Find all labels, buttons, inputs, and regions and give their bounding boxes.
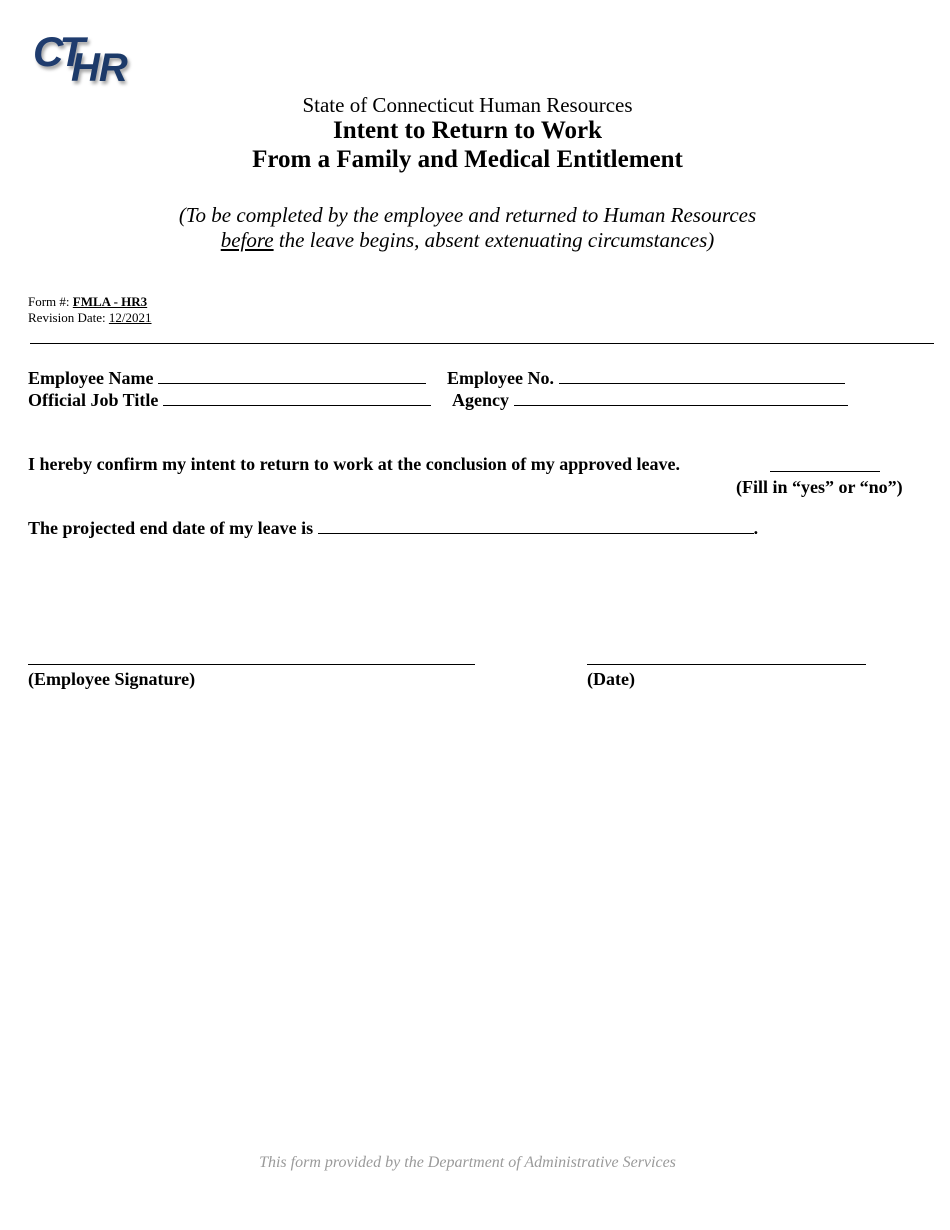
instructions-line-2 <box>0 228 935 253</box>
employee-name-label: Employee Name <box>28 368 154 388</box>
confirm-hint: (Fill in “yes” or “no”) <box>736 477 903 497</box>
confirm-yes-no-field[interactable] <box>770 457 880 472</box>
job-title-row <box>28 390 431 411</box>
agency-field[interactable] <box>514 391 848 406</box>
logo-ct-text: CT <box>33 28 81 75</box>
revision-date-value: 12/2021 <box>108 310 152 325</box>
instructions-emphasis: before <box>220 228 274 252</box>
confirm-statement: I hereby confirm my intent to return to work at the conclusion of my approved leave. <box>28 454 680 474</box>
header-divider <box>30 343 934 344</box>
instructions-line-1: (To be completed by the employee and returned to Human Resources <box>178 203 757 227</box>
employee-no-field[interactable] <box>559 369 845 384</box>
employee-signature-label: (Employee Signature) <box>28 669 196 689</box>
form-title: Intent to Return to Work <box>333 117 602 144</box>
form-number-value: FMLA - HR3 <box>72 294 148 309</box>
revision-date-row <box>28 310 152 326</box>
form-subtitle: From a Family and Medical Entitlement <box>252 146 683 173</box>
employee-signature-field[interactable] <box>28 664 475 665</box>
job-title-field[interactable] <box>163 391 431 406</box>
form-number-row <box>28 294 147 310</box>
employee-no-label: Employee No. <box>447 368 554 388</box>
signature-date-field[interactable] <box>587 664 866 665</box>
employee-no-row <box>447 368 845 389</box>
footer-note: This form provided by the Department of Administrative Services <box>259 1154 676 1171</box>
end-date-row <box>28 518 758 539</box>
agency-row <box>452 390 848 411</box>
end-date-field[interactable] <box>318 519 754 534</box>
end-date-label: The projected end date of my leave is <box>28 518 314 538</box>
instructions-rest: the leave begins, absent extenuating circumstances) <box>273 228 715 252</box>
employee-name-row <box>28 368 426 389</box>
agency-heading: State of Connecticut Human Resources <box>302 93 633 117</box>
agency-label: Agency <box>452 390 509 410</box>
employee-name-field[interactable] <box>158 369 426 384</box>
logo-hr-text: HR <box>71 46 127 90</box>
ct-hr-logo <box>33 26 133 90</box>
job-title-label: Official Job Title <box>28 390 159 410</box>
revision-date-label: Revision Date: <box>28 310 106 325</box>
signature-date-label: (Date) <box>587 669 635 689</box>
end-date-terminator: . <box>753 518 759 538</box>
form-number-label: Form #: <box>28 294 70 309</box>
